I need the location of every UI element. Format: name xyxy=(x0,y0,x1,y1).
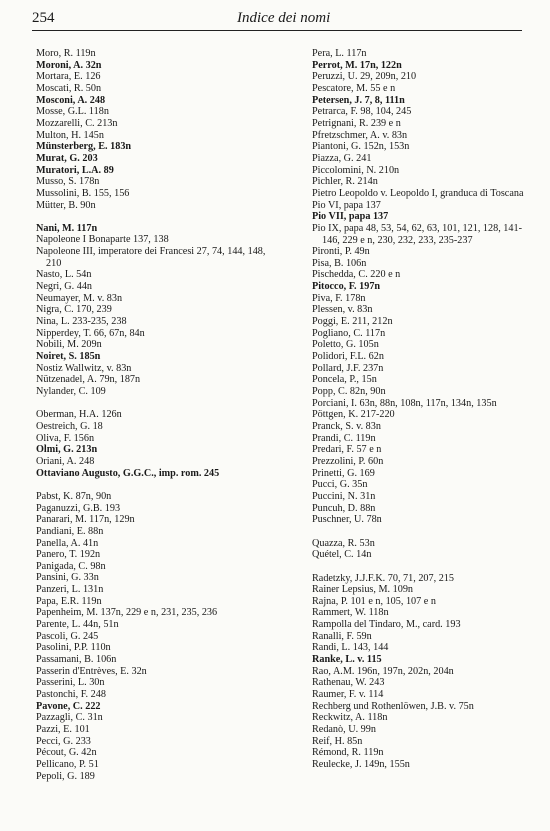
index-entry: Moroni, A. 32n xyxy=(36,59,102,71)
index-entry: Pescatore, M. 55 e n xyxy=(312,82,396,94)
index-entry: Pranck, S. v. 83n xyxy=(312,421,381,432)
index-entry: Napoleone III, imperatore dei Francesi 27, 74, 144, 148, 210 xyxy=(36,246,266,269)
index-entry: Panzeri, L. 131n xyxy=(36,584,104,596)
index-column-right xyxy=(312,48,530,771)
index-entry: Pera, L. 117n xyxy=(312,48,367,59)
index-entry: Prandi, C. 119n xyxy=(312,432,376,444)
index-entry: Panella, A. 41n xyxy=(36,537,99,549)
index-entry: Petrarca, F. 98, 104, 245 xyxy=(312,106,412,118)
index-entry: Poggi, E. 211, 212n xyxy=(312,316,393,328)
index-entry: Puschner, U. 78n xyxy=(312,514,382,526)
index-entry: Mussolini, B. 155, 156 xyxy=(36,187,130,199)
index-entry: Reif, H. 85n xyxy=(312,735,363,747)
index-entry: Polidori, F.L. 62n xyxy=(312,351,384,363)
index-entry: Reulecke, J. 149n, 155n xyxy=(312,759,410,770)
index-entry: Paganuzzi, G.B. 193 xyxy=(36,502,121,514)
index-entry: Pazzi, E. 101 xyxy=(36,724,90,736)
index-entry: Peruzzi, U. 29, 209n, 210 xyxy=(312,71,417,83)
page-number: 254 xyxy=(32,10,55,26)
index-entry: Pietro Leopoldo v. Leopoldo I, granduca di Toscana xyxy=(312,187,524,199)
index-entry: Pio IX, papa 48, 53, 54, 62, 63, 101, 121, 128, 141-146, 229 e n, 230, 232, 233, 235-237 xyxy=(312,222,522,246)
index-entry: Murat, G. 203 xyxy=(36,152,98,164)
index-entry: Nostiz Wallwitz, v. 83n xyxy=(36,362,132,374)
index-entry: Rao, A.M. 196n, 197n, 202n, 204n xyxy=(312,665,454,677)
index-entry: Oberman, H.A. 126n xyxy=(36,409,122,421)
index-entry: Pecci, G. 233 xyxy=(36,735,91,747)
index-entry: Quétel, C. 14n xyxy=(312,549,372,561)
letter-gap xyxy=(312,526,530,538)
index-entry: Noiret, S. 185n xyxy=(36,351,101,363)
index-entry: Mütter, B. 90n xyxy=(36,199,96,211)
index-entry: Piantoni, G. 152n, 153n xyxy=(312,141,410,153)
index-entry: Pitocco, F. 197n xyxy=(312,281,381,293)
letter-gap xyxy=(36,211,276,223)
index-entry: Pellicano, P. 51 xyxy=(36,758,99,770)
index-entry: Radetzky, J.J.F.K. 70, 71, 207, 215 xyxy=(312,572,454,584)
index-entry: Pollard, J.F. 237n xyxy=(312,362,384,374)
index-entry: Redanò, U. 99n xyxy=(312,724,376,736)
index-entry: Panigada, C. 98n xyxy=(36,560,106,572)
index-entry: Mosconi, A. 248 xyxy=(36,94,106,106)
index-entry: Parente, L. 44n, 51n xyxy=(36,619,119,631)
index-entry: Nipperdey, T. 66, 67n, 84n xyxy=(36,327,145,339)
index-entry: Mortara, E. 126 xyxy=(36,71,101,83)
index-entry: Pandiani, E. 88n xyxy=(36,525,104,537)
index-entry: Nigra, C. 170, 239 xyxy=(36,304,112,316)
index-entry: Randi, L. 143, 144 xyxy=(312,642,389,654)
index-entry: Pazzagli, C. 31n xyxy=(36,712,103,724)
index-entry: Prezzolini, P. 60n xyxy=(312,455,384,467)
index-entry: Petersen, J. 7, 8, 111n xyxy=(312,94,405,106)
index-entry: Passerin d'Entrèves, E. 32n xyxy=(36,665,147,677)
index-entry: Pucci, G. 35n xyxy=(312,479,368,491)
index-entry: Pogliano, C. 117n xyxy=(312,327,386,339)
index-entry: Negri, G. 44n xyxy=(36,281,93,293)
index-entry: Rampolla del Tindaro, M., card. 193 xyxy=(312,619,461,631)
index-entry: Multon, H. 145n xyxy=(36,129,104,141)
index-entry: Münsterberg, E. 183n xyxy=(36,141,132,153)
index-entry: Porciani, I. 63n, 88n, 108n, 117n, 134n, 135n xyxy=(312,397,497,409)
index-entry: Papa, E.R. 119n xyxy=(36,595,102,607)
index-entry: Nylander, C. 109 xyxy=(36,386,106,398)
index-entry: Panarari, M. 117n, 129n xyxy=(36,514,135,526)
index-entry: Poncela, P., 15n xyxy=(312,374,377,386)
index-entry: Mosse, G.L. 118n xyxy=(36,106,109,118)
index-entry: Pironti, P. 49n xyxy=(312,246,370,258)
index-entry: Predari, F. 57 e n xyxy=(312,444,382,456)
index-entry: Pécout, G. 42n xyxy=(36,747,97,759)
index-entry: Rammert, W. 118n xyxy=(312,607,389,619)
index-entry: Pischedda, C. 220 e n xyxy=(312,269,401,281)
index-entry: Oriani, A. 248 xyxy=(36,455,95,467)
index-entry: Pastonchi, F. 248 xyxy=(36,689,106,701)
index-entry: Mozzarelli, C. 213n xyxy=(36,117,118,129)
index-entry: Nina, L. 233-235, 238 xyxy=(36,316,127,328)
running-title: Indice dei nomi xyxy=(237,10,331,26)
index-entry: Oliva, F. 156n xyxy=(36,432,95,444)
index-entry: Perrot, M. 17n, 122n xyxy=(312,59,402,71)
page-header xyxy=(32,8,522,31)
index-entry: Pio VI, papa 137 xyxy=(312,199,381,211)
index-column-left xyxy=(36,48,276,782)
index-entry: Rémond, R. 119n xyxy=(312,747,384,759)
letter-gap xyxy=(312,561,530,573)
index-entry: Nani, M. 117n xyxy=(36,222,98,234)
index-entry: Ranke, L. v. 115 xyxy=(312,654,382,666)
index-entry: Pisa, B. 106n xyxy=(312,257,367,269)
index-entry: Pabst, K. 87n, 90n xyxy=(36,490,112,502)
index-entry: Pavone, C. 222 xyxy=(36,700,101,712)
index-entry: Pasolini, P.P. 110n xyxy=(36,642,111,654)
index-entry: Pöttgen, K. 217-220 xyxy=(312,409,395,421)
index-entry: Musso, S. 178n xyxy=(36,176,100,188)
index-entry: Rathenau, W. 243 xyxy=(312,677,385,689)
letter-gap xyxy=(36,398,276,410)
index-entry: Rajna, P. 101 e n, 105, 107 e n xyxy=(312,595,436,607)
index-entry: Rechberg und Rothenlöwen, J.B. v. 75n xyxy=(312,700,474,712)
letter-gap xyxy=(36,479,276,491)
index-entry: Passamani, B. 106n xyxy=(36,654,117,666)
index-entry: Papenheim, M. 137n, 229 e n, 231, 235, 236 xyxy=(36,607,218,619)
index-entry: Rainer Lepsius, M. 109n xyxy=(312,584,414,596)
index-entry: Puccini, N. 31n xyxy=(312,490,376,502)
index-entry: Piccolomini, N. 210n xyxy=(312,164,400,176)
index-entry: Raumer, F. v. 114 xyxy=(312,689,384,701)
index-entry: Reckwitz, A. 118n xyxy=(312,712,388,724)
index-entry: Puncuh, D. 88n xyxy=(312,502,376,514)
index-entry: Pascoli, G. 245 xyxy=(36,630,99,642)
index-entry: Plessen, v. 83n xyxy=(312,304,373,316)
index-entry: Pio VII, papa 137 xyxy=(312,211,389,223)
index-entry: Napoleone I Bonaparte 137, 138 xyxy=(36,234,169,246)
index-entry: Ottaviano Augusto, G.G.C., imp. rom. 245 xyxy=(36,467,220,479)
index-entry: Pichler, R. 214n xyxy=(312,176,378,188)
index-entry: Moscati, R. 50n xyxy=(36,82,102,94)
index-entry: Quazza, R. 53n xyxy=(312,537,375,549)
index-entry: Nobili, M. 209n xyxy=(36,339,102,351)
index-entry: Popp, C. 82n, 90n xyxy=(312,386,386,398)
index-entry: Poletto, G. 105n xyxy=(312,339,379,351)
index-entry: Pepoli, G. 189 xyxy=(36,770,95,782)
index-entry: Nasto, L. 54n xyxy=(36,269,92,281)
index-entry: Piva, F. 178n xyxy=(312,292,366,304)
index-entry: Panero, T. 192n xyxy=(36,549,101,561)
index-entry: Nützenadel, A. 79n, 187n xyxy=(36,374,141,386)
index-entry: Pansini, G. 33n xyxy=(36,572,99,584)
index-entry: Ranalli, F. 59n xyxy=(312,630,372,642)
index-entry: Oestreich, G. 18 xyxy=(36,420,103,432)
index-entry: Muratori, L.A. 89 xyxy=(36,164,114,176)
index-entry: Neumayer, M. v. 83n xyxy=(36,292,123,304)
index-entry: Prinetti, G. 169 xyxy=(312,467,375,479)
index-entry: Olmi, G. 213n xyxy=(36,444,98,456)
index-entry: Petrignani, R. 239 e n xyxy=(312,117,401,129)
index-entry: Pfretzschmer, A. v. 83n xyxy=(312,129,408,141)
index-entry: Passerini, L. 30n xyxy=(36,677,105,689)
index-entry: Piazza, G. 241 xyxy=(312,152,372,164)
index-entry: Moro, R. 119n xyxy=(36,48,96,59)
